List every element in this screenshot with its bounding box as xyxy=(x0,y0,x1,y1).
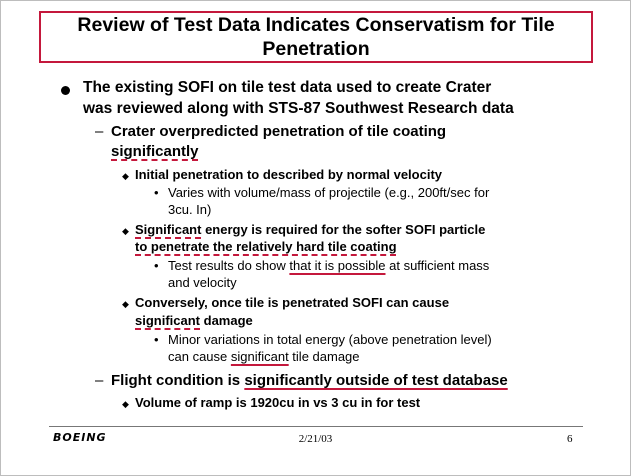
dash-2-emphasis: significantly outside of test database xyxy=(244,372,508,389)
bullet-1-line-1: The existing SOFI on tile test data used to create Crater xyxy=(83,79,492,96)
bullet-dot-icon xyxy=(61,86,70,95)
sub-3-line-2 xyxy=(135,313,253,328)
sub-2a-emphasis: that it is possible xyxy=(289,258,386,273)
diamond-bullet-icon: ◆ xyxy=(122,171,129,181)
boeing-logo: BOEING xyxy=(53,431,107,444)
dash-2-line xyxy=(111,372,508,389)
sub-2a-text-a: Test results do show xyxy=(168,258,290,273)
sub-3-text: damage xyxy=(200,313,253,328)
dash-2-text: Flight condition is xyxy=(111,372,245,389)
diamond-bullet-icon: ◆ xyxy=(122,399,129,409)
dot-bullet-icon: • xyxy=(154,185,159,200)
diamond-bullet-icon: ◆ xyxy=(122,299,129,309)
sub-2a-line-1 xyxy=(168,258,489,273)
sub-4-line: Volume of ramp is 1920cu in vs 3 cu in for test xyxy=(135,395,421,410)
dash-icon: – xyxy=(95,123,104,140)
sub-2-line-2 xyxy=(135,239,397,254)
dot-bullet-icon: • xyxy=(154,332,159,347)
dash-1-line-1: Crater overpredicted penetration of tile coating xyxy=(111,123,447,140)
footer-date: 2/21/03 xyxy=(298,433,333,445)
sub-2-line-1 xyxy=(135,222,485,237)
sub-3a-line-2 xyxy=(168,349,360,364)
dash-1-line-2 xyxy=(111,143,199,160)
diamond-bullet-icon: ◆ xyxy=(122,226,129,236)
dash-icon: – xyxy=(95,372,104,389)
sub-2-line-2-text: to penetrate the relatively hard tile coating xyxy=(135,239,397,254)
sub-2-text: energy is required for the softer SOFI particle xyxy=(201,222,486,237)
sub-1-line: Initial penetration to described by normal velocity xyxy=(135,167,443,182)
bullet-1-line-2: was reviewed along with STS-87 Southwest Research data xyxy=(83,100,514,117)
sub-1a-line-2: 3cu. In) xyxy=(168,202,212,217)
page-number: 6 xyxy=(567,433,573,445)
title-box xyxy=(39,11,593,63)
sub-3a-emphasis: significant xyxy=(230,349,289,364)
sub-3a-text-c: tile damage xyxy=(288,349,360,364)
dash-1-emphasis: significantly xyxy=(111,143,199,160)
sub-3a-text-a: can cause xyxy=(168,349,231,364)
sub-2a-text-c: at sufficient mass xyxy=(385,258,490,273)
dot-bullet-icon: • xyxy=(154,258,159,273)
sub-3-emphasis: significant xyxy=(135,313,201,328)
sub-2-emphasis: Significant xyxy=(135,222,202,237)
sub-1a-line-1: Varies with volume/mass of projectile (e.g., 200ft/sec for xyxy=(168,185,490,200)
sub-2a-line-2: and velocity xyxy=(168,275,237,290)
sub-3-line-1: Conversely, once tile is penetrated SOFI can cause xyxy=(135,295,450,310)
slide-title: Review of Test Data Indicates Conservatism for Tile Penetration xyxy=(77,14,555,60)
sub-3a-line-1: Minor variations in total energy (above penetration level) xyxy=(168,332,492,347)
footer-divider xyxy=(49,426,583,427)
